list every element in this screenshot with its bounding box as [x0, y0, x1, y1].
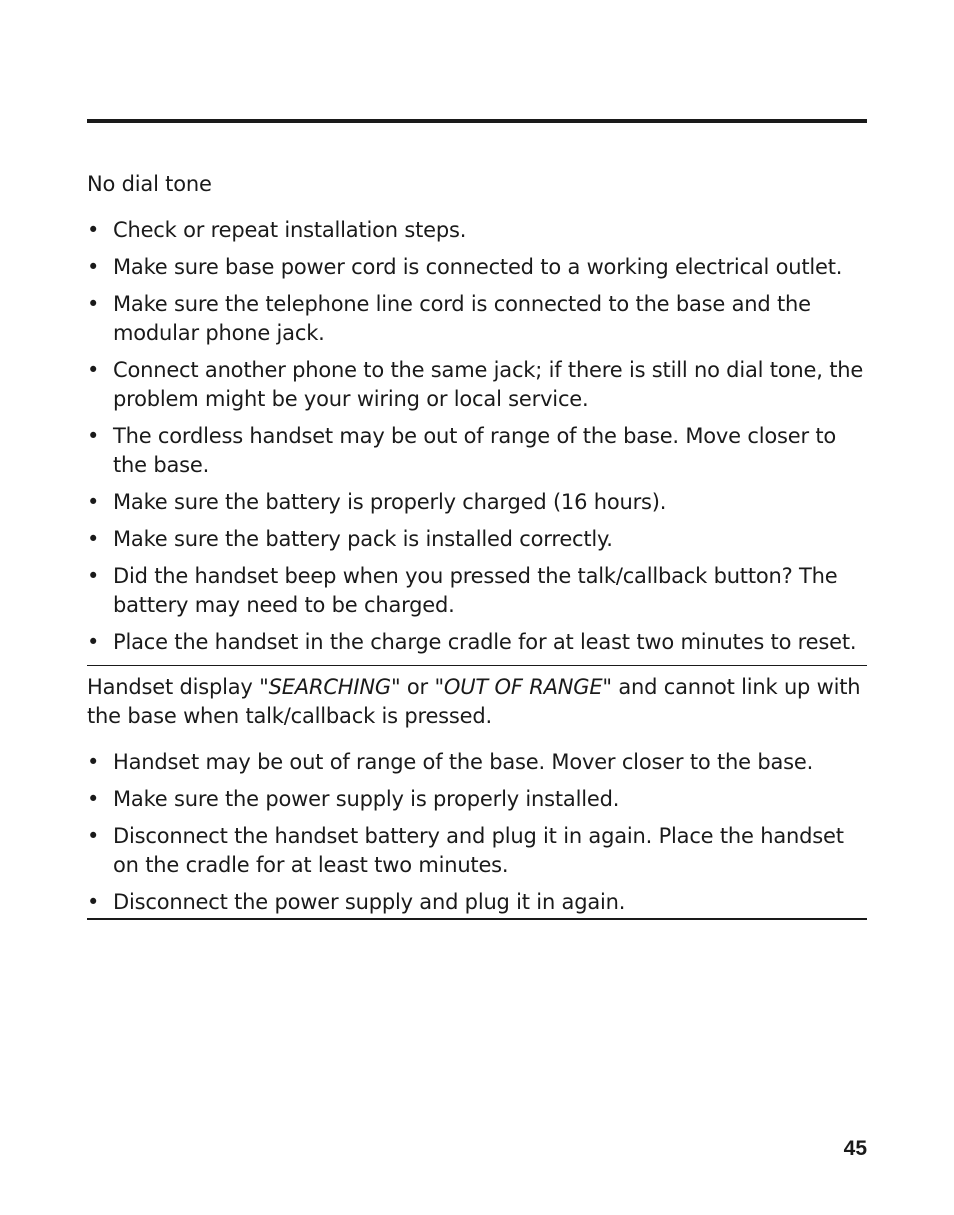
bullet-icon: •	[87, 292, 100, 316]
list-item: • The cordless handset may be out of range of the base. Move closer to the base.	[87, 424, 837, 477]
page-number: 45	[843, 1137, 867, 1160]
bullet-icon: •	[87, 527, 100, 551]
bullet-icon: •	[87, 564, 100, 588]
section-divider	[87, 665, 867, 666]
bullet-icon: •	[87, 424, 100, 448]
display-term-out-of-range: OUT OF RANGE	[443, 675, 603, 699]
bullet-icon: •	[87, 218, 100, 242]
bullet-icon: •	[87, 824, 100, 848]
bullet-list	[87, 216, 867, 657]
bullet-icon: •	[87, 358, 100, 382]
bullet-list	[87, 748, 867, 917]
section-heading: No dial tone	[87, 172, 212, 196]
bullet-icon: •	[87, 255, 100, 279]
section-searching-out-of-range	[87, 673, 867, 917]
troubleshooting-content	[87, 170, 867, 920]
list-item: • Check or repeat installation steps.	[87, 216, 867, 245]
bullet-icon: •	[87, 890, 100, 914]
list-item: • Make sure the battery is properly charged (16 hours).	[87, 488, 867, 517]
list-item: • Disconnect the handset battery and plug it in again. Place the handset on the cradle for at least two minutes.	[87, 824, 844, 877]
bottom-rule	[87, 918, 867, 920]
bullet-icon: •	[87, 490, 100, 514]
list-item: • Disconnect the power supply and plug it in again.	[87, 888, 867, 917]
list-item: • Did the handset beep when you pressed the talk/callback button? The battery may need to be charged.	[87, 564, 838, 617]
bullet-icon: •	[87, 630, 100, 654]
list-item: • Make sure the battery pack is installed correctly.	[87, 525, 867, 554]
list-item: • Place the handset in the charge cradle for at least two minutes to reset.	[87, 628, 867, 657]
top-rule	[87, 119, 867, 123]
bullet-icon: •	[87, 787, 100, 811]
section-heading: Handset display "SEARCHING" or "OUT OF RANGE" and cannot link up with the base when talk/callback is pressed.	[87, 675, 861, 728]
display-term-searching: SEARCHING	[268, 675, 391, 699]
list-item: • Make sure base power cord is connected to a working electrical outlet.	[87, 253, 867, 282]
list-item: • Make sure the power supply is properly installed.	[87, 785, 867, 814]
list-item: • Connect another phone to the same jack; if there is still no dial tone, the problem might be your wiring or local service.	[87, 358, 864, 411]
section-no-dial-tone	[87, 170, 867, 657]
bullet-icon: •	[87, 750, 100, 774]
list-item: • Make sure the telephone line cord is connected to the base and the modular phone jack.	[87, 292, 811, 345]
list-item: • Handset may be out of range of the base. Mover closer to the base.	[87, 748, 867, 777]
